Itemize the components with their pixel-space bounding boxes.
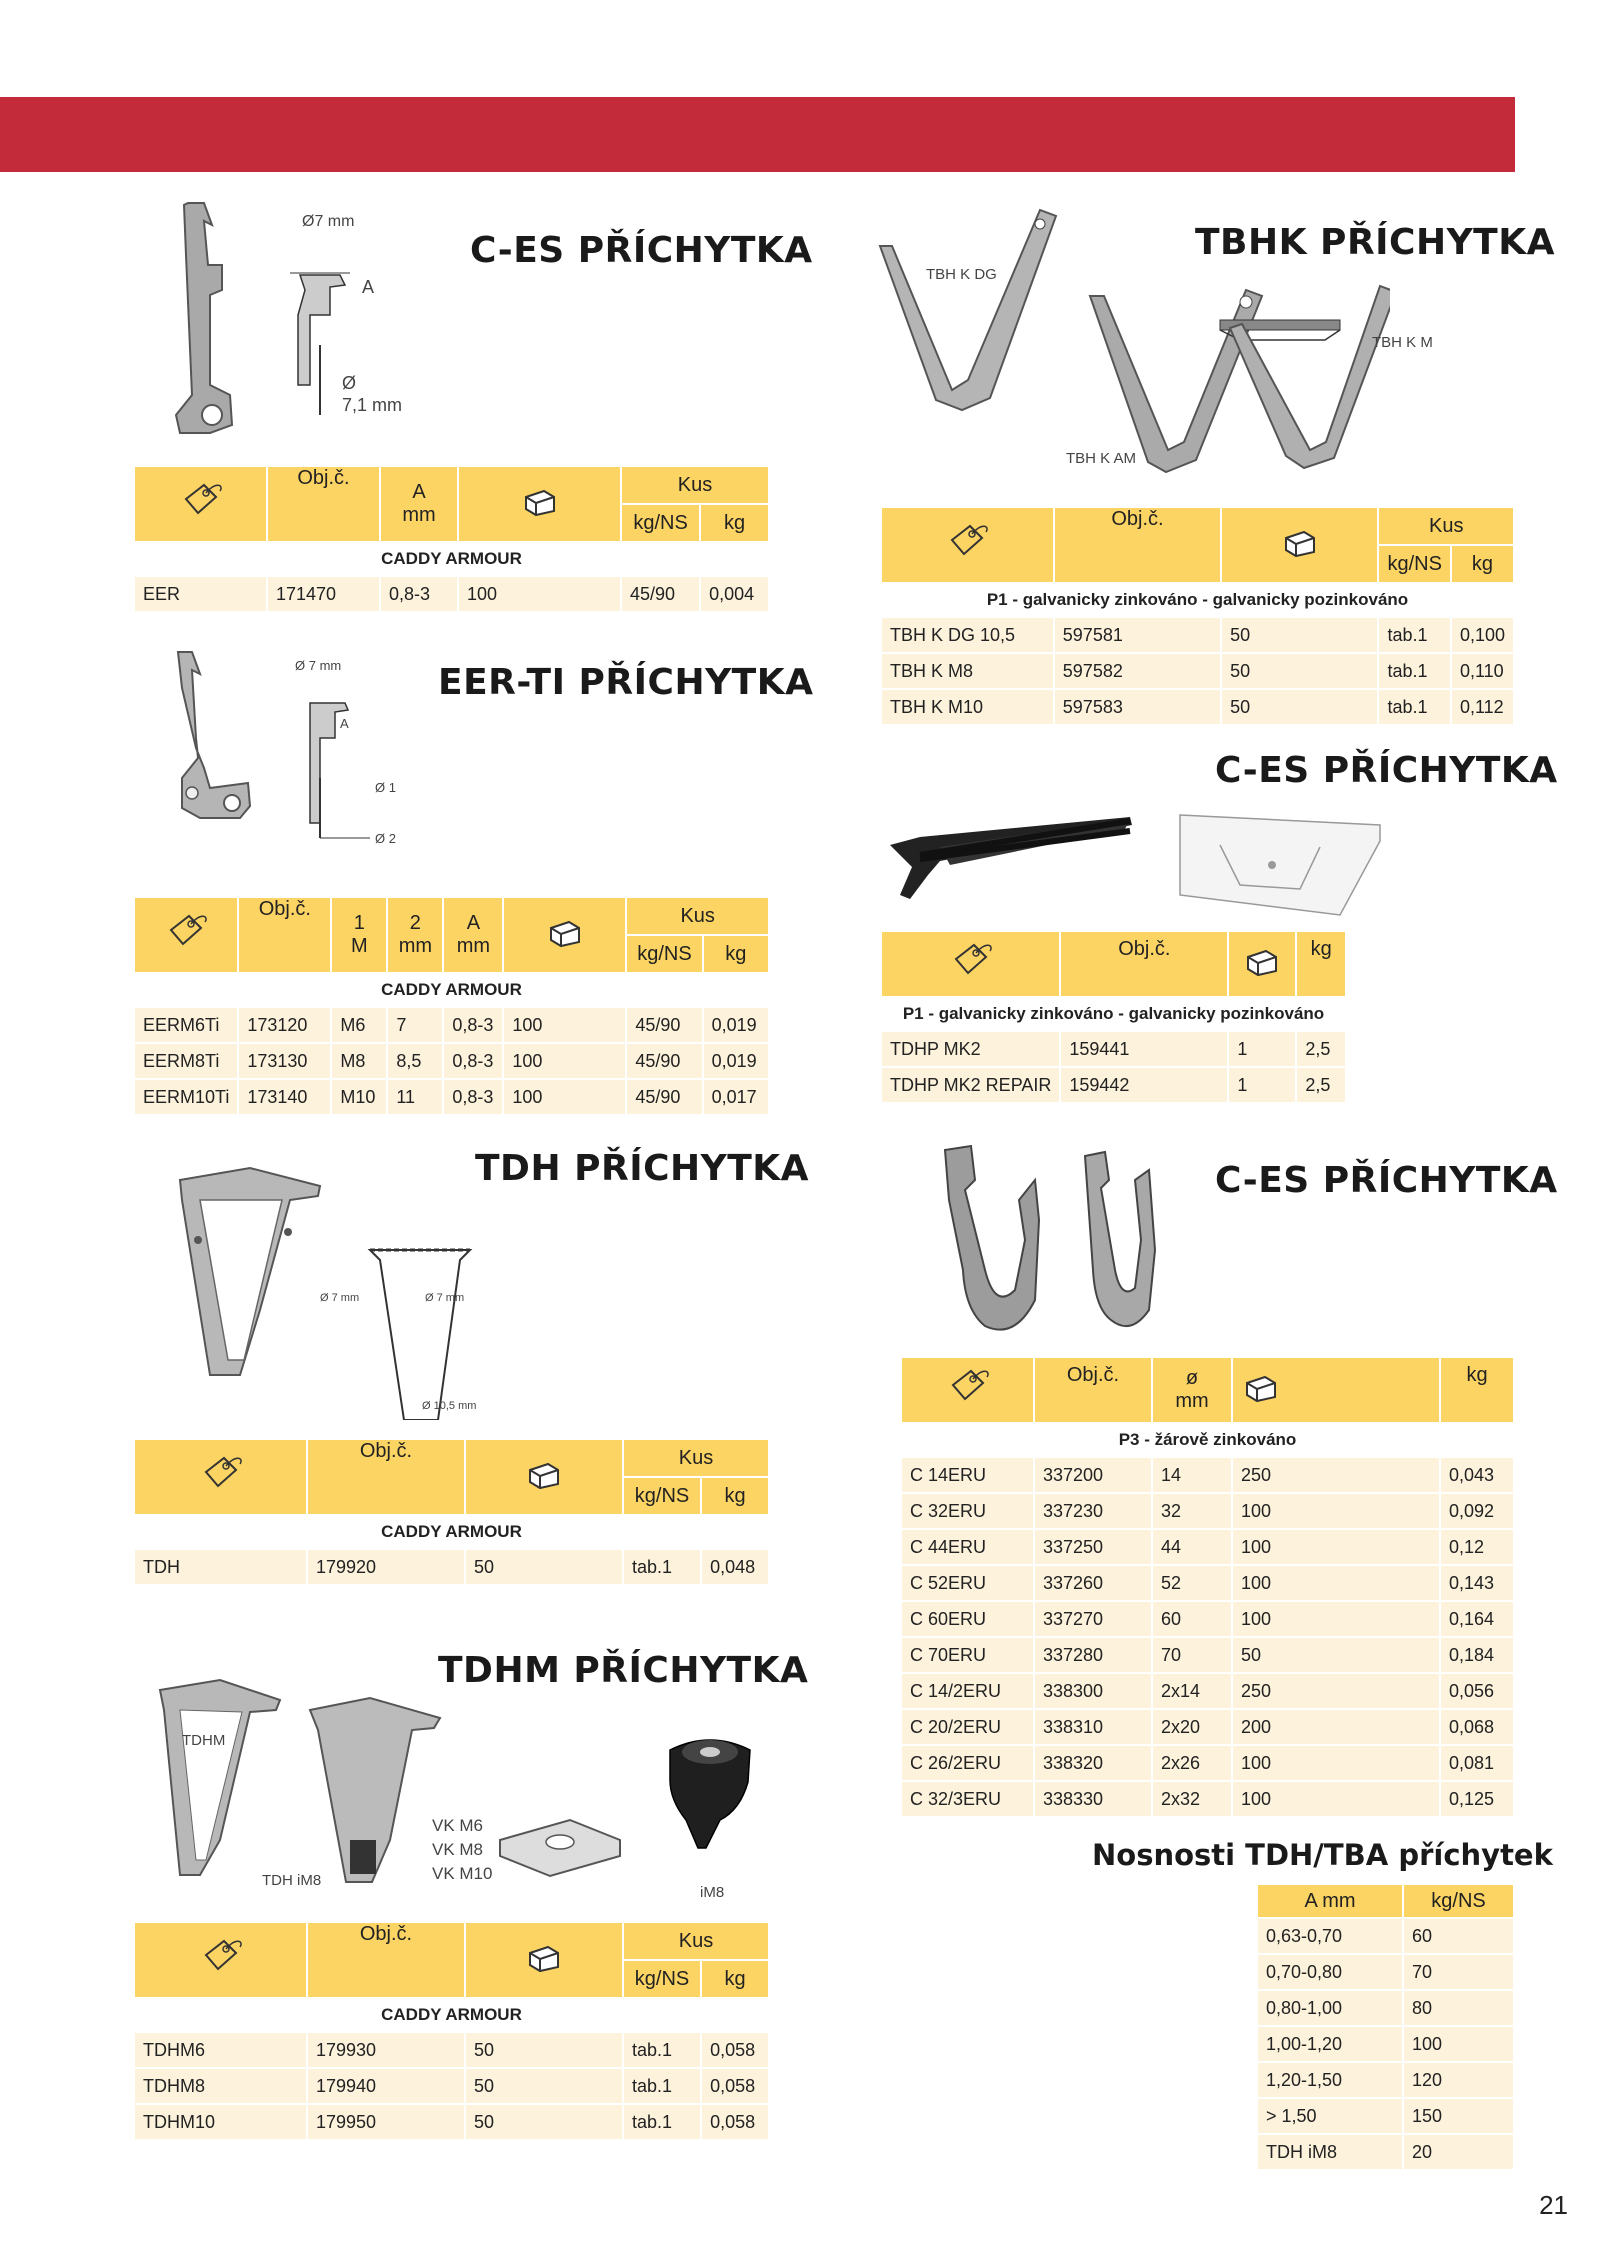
table-cell: 338330 xyxy=(1035,1782,1153,1818)
table-cell: 0,019 xyxy=(704,1044,770,1080)
eer-label-a: A xyxy=(362,277,375,297)
table-cell: TBH K M8 xyxy=(882,654,1055,690)
table-cell: 2x20 xyxy=(1153,1710,1233,1746)
table-cell: 32 xyxy=(1153,1494,1233,1530)
tdhm-label-vkm6: VK M6 xyxy=(432,1816,484,1835)
tag-icon xyxy=(902,1358,1035,1424)
table-cell: 0,80-1,00 xyxy=(1258,1991,1404,2027)
table-cell: 0,164 xyxy=(1441,1602,1515,1638)
col-2-label: 2 xyxy=(409,912,421,934)
table-cell: C 70ERU xyxy=(902,1638,1035,1674)
tag-icon xyxy=(135,467,268,543)
table-cell: tab.1 xyxy=(624,1550,702,1586)
col-a-label: A xyxy=(466,912,481,934)
table-cell: M10 xyxy=(332,1080,388,1116)
table-cell: TDHP MK2 REPAIR xyxy=(882,1068,1061,1104)
table-cell: tab.1 xyxy=(624,2033,702,2069)
table-cell: 337260 xyxy=(1035,1566,1153,1602)
box-icon xyxy=(504,898,627,974)
eerti-clip-image xyxy=(170,648,430,878)
box-icon xyxy=(466,1440,624,1516)
table-cell: 50 xyxy=(1233,1638,1441,1674)
col-obj: Obj.č. xyxy=(308,1440,466,1516)
col-kg: kg xyxy=(1441,1358,1515,1424)
tdhp-section: P1 - galvanicky zinkováno - galvanicky pozinkováno xyxy=(882,998,1347,1032)
table-cell: 0,058 xyxy=(702,2105,770,2141)
table-cell: 50 xyxy=(466,1550,624,1586)
col-kg: kg xyxy=(1297,932,1347,998)
capacity-table xyxy=(1258,1885,1515,2171)
table-cell: 0,8-3 xyxy=(381,577,459,613)
ces-rows xyxy=(902,1458,1515,1818)
box-icon xyxy=(466,1923,624,1999)
col-2-unit: mm xyxy=(398,935,433,957)
table-cell: 50 xyxy=(1222,690,1379,726)
table-cell: 11 xyxy=(388,1080,444,1116)
tbhk-label-m: TBH K M xyxy=(1372,334,1433,351)
eer-clip-image xyxy=(170,195,460,435)
col-obj: Obj.č. xyxy=(308,1923,466,1999)
table-cell: 0,70-0,80 xyxy=(1258,1955,1404,1991)
tdhm-label-tdhm: TDHM xyxy=(182,1732,226,1749)
tdh-table xyxy=(135,1440,770,1586)
table-cell: TDHP MK2 xyxy=(882,1032,1061,1068)
tdh-section: CADDY ARMOUR xyxy=(135,1516,770,1550)
table-cell: 173120 xyxy=(239,1008,332,1044)
table-cell: 0,058 xyxy=(702,2033,770,2069)
col-diameter-label: ø xyxy=(1185,1367,1199,1389)
table-cell: M6 xyxy=(332,1008,388,1044)
col-a xyxy=(444,898,504,974)
table-cell: 14 xyxy=(1153,1458,1233,1494)
tdhp-title: C-ES PŘÍCHYTKA xyxy=(1215,750,1558,791)
table-cell: C 32ERU xyxy=(902,1494,1035,1530)
table-cell: 150 xyxy=(1404,2099,1515,2135)
table-cell: C 20/2ERU xyxy=(902,1710,1035,1746)
table-cell: 338320 xyxy=(1035,1746,1153,1782)
tdh-label-d1: Ø 7 mm xyxy=(320,1292,360,1304)
col-kus: Kus xyxy=(1379,508,1515,546)
table-cell: 597582 xyxy=(1055,654,1222,690)
table-cell: 100 xyxy=(1404,2027,1515,2063)
table-cell: 0,048 xyxy=(702,1550,770,1586)
table-cell: 2x14 xyxy=(1153,1674,1233,1710)
table-cell: 100 xyxy=(504,1044,627,1080)
col-kus: Kus xyxy=(624,1440,770,1478)
table-cell: tab.1 xyxy=(1379,690,1451,726)
table-cell: 0,019 xyxy=(704,1008,770,1044)
table-cell: TDHM8 xyxy=(135,2069,308,2105)
table-cell: 0,110 xyxy=(1452,654,1515,690)
table-cell: > 1,50 xyxy=(1258,2099,1404,2135)
tbhk-section: P1 - galvanicky zinkováno - galvanicky pozinkováno xyxy=(882,584,1515,618)
table-cell: 1 xyxy=(1229,1068,1297,1104)
table-cell: 100 xyxy=(1233,1746,1441,1782)
table-cell: TDHM10 xyxy=(135,2105,308,2141)
table-cell: 7 xyxy=(388,1008,444,1044)
table-cell: 45/90 xyxy=(627,1080,703,1116)
col-a-label: A xyxy=(412,481,426,503)
tdhm-section: CADDY ARMOUR xyxy=(135,1999,770,2033)
col-kgns: kg/NS xyxy=(1379,546,1451,584)
col-obj: Obj.č. xyxy=(1035,1358,1153,1424)
table-cell: 70 xyxy=(1404,1955,1515,1991)
tdhm-label-im8: iM8 xyxy=(700,1884,725,1901)
table-cell: TDH iM8 xyxy=(1258,2135,1404,2171)
eerti-label-a: A xyxy=(340,716,349,731)
table-cell: C 44ERU xyxy=(902,1530,1035,1566)
eer-title: C-ES PŘÍCHYTKA xyxy=(470,230,813,271)
table-cell: C 14ERU xyxy=(902,1458,1035,1494)
table-cell: EERM8Ti xyxy=(135,1044,239,1080)
page-number: 21 xyxy=(1539,2190,1568,2220)
table-cell: 0,004 xyxy=(701,577,770,613)
table-cell: 0,8-3 xyxy=(444,1008,504,1044)
tdhp-table xyxy=(882,932,1347,1104)
box-icon xyxy=(1229,932,1297,998)
table-cell: 179950 xyxy=(308,2105,466,2141)
table-cell: 44 xyxy=(1153,1530,1233,1566)
col-a-unit: mm xyxy=(402,504,436,526)
col-kgns: kg/NS xyxy=(624,1478,702,1516)
tdh-label-d2: Ø 7 mm xyxy=(425,1292,465,1304)
table-cell: 0,8-3 xyxy=(444,1044,504,1080)
table-cell: 2x32 xyxy=(1153,1782,1233,1818)
col-kus: Kus xyxy=(627,898,770,936)
table-cell: 337230 xyxy=(1035,1494,1153,1530)
table-cell: 0,125 xyxy=(1441,1782,1515,1818)
col-1 xyxy=(332,898,388,974)
capacity-title: Nosnosti TDH/TBA příchytek xyxy=(1092,1838,1553,1872)
table-cell: 337200 xyxy=(1035,1458,1153,1494)
col-a-unit: mm xyxy=(456,935,491,957)
table-cell: 0,12 xyxy=(1441,1530,1515,1566)
col-kgns: kg/NS xyxy=(624,1961,702,1999)
col-kgns: kg/NS xyxy=(622,505,701,543)
table-cell: 100 xyxy=(1233,1566,1441,1602)
table-cell: TDHM6 xyxy=(135,2033,308,2069)
col-kg: kg xyxy=(1452,546,1515,584)
table-cell: 100 xyxy=(459,577,622,613)
table-cell: 250 xyxy=(1233,1458,1441,1494)
col-obj: Obj.č. xyxy=(1055,508,1222,584)
table-cell: TBH K M10 xyxy=(882,690,1055,726)
table-cell: 50 xyxy=(466,2105,624,2141)
table-cell: 100 xyxy=(504,1080,627,1116)
eerti-table xyxy=(135,898,770,1116)
table-cell: tab.1 xyxy=(624,2069,702,2105)
table-cell: 45/90 xyxy=(627,1044,703,1080)
table-cell: 0,043 xyxy=(1441,1458,1515,1494)
table-cell: 0,056 xyxy=(1441,1674,1515,1710)
ces-clip-image xyxy=(935,1140,1175,1340)
table-cell: 179920 xyxy=(308,1550,466,1586)
eerti-section: CADDY ARMOUR xyxy=(135,974,770,1008)
col-kg: kg xyxy=(702,1478,770,1516)
table-cell: 0,143 xyxy=(1441,1566,1515,1602)
table-cell: 100 xyxy=(1233,1602,1441,1638)
table-cell: 2,5 xyxy=(1297,1068,1347,1104)
table-cell: 1,20-1,50 xyxy=(1258,2063,1404,2099)
col-diameter-unit: mm xyxy=(1175,1390,1209,1412)
eer-label-diameter: Ø7 mm xyxy=(302,213,355,230)
table-cell: 179940 xyxy=(308,2069,466,2105)
eer-label-size: 7,1 mm xyxy=(342,395,403,415)
eerti-label-d1: Ø 1 xyxy=(375,780,396,795)
table-cell: 159442 xyxy=(1061,1068,1229,1104)
eer-table xyxy=(135,467,770,613)
col-1-unit: M xyxy=(351,935,368,957)
table-cell: 60 xyxy=(1153,1602,1233,1638)
table-cell: 0,058 xyxy=(702,2069,770,2105)
tbhk-table xyxy=(882,508,1515,726)
tdhp-tool-image xyxy=(880,795,1400,930)
table-cell: TBH K DG 10,5 xyxy=(882,618,1055,654)
table-cell: 0,112 xyxy=(1452,690,1515,726)
col-kus: Kus xyxy=(624,1923,770,1961)
ces-table xyxy=(902,1358,1515,1818)
col-2 xyxy=(388,898,444,974)
tdhm-clip-image xyxy=(150,1670,770,1910)
table-cell: C 14/2ERU xyxy=(902,1674,1035,1710)
table-cell: 597583 xyxy=(1055,690,1222,726)
table-cell: 337280 xyxy=(1035,1638,1153,1674)
col-1-label: 1 xyxy=(353,912,365,934)
col-obj: Obj.č. xyxy=(268,467,381,543)
table-cell: 0,100 xyxy=(1452,618,1515,654)
eer-section: CADDY ARMOUR xyxy=(135,543,770,577)
table-cell: 173140 xyxy=(239,1080,332,1116)
table-cell: 250 xyxy=(1233,1674,1441,1710)
table-cell: 100 xyxy=(1233,1530,1441,1566)
table-cell: EER xyxy=(135,577,268,613)
table-cell: 50 xyxy=(1222,654,1379,690)
table-cell: C 32/3ERU xyxy=(902,1782,1035,1818)
col-kg: kg xyxy=(701,505,770,543)
table-cell: 50 xyxy=(1222,618,1379,654)
table-cell: 80 xyxy=(1404,1991,1515,2027)
table-cell: 337270 xyxy=(1035,1602,1153,1638)
table-cell: 60 xyxy=(1404,1919,1515,1955)
tag-icon xyxy=(882,932,1061,998)
table-cell: 8,5 xyxy=(388,1044,444,1080)
tbhk-label-dg: TBH K DG xyxy=(926,266,997,283)
table-cell: EERM6Ti xyxy=(135,1008,239,1044)
col-kus: Kus xyxy=(622,467,770,505)
table-cell: tab.1 xyxy=(624,2105,702,2141)
col-kg: kg xyxy=(702,1961,770,1999)
tdhm-table xyxy=(135,1923,770,2141)
table-cell: tab.1 xyxy=(1379,618,1451,654)
col-diameter xyxy=(1153,1358,1233,1424)
col-kg: kg xyxy=(704,936,770,974)
box-icon xyxy=(459,467,622,543)
table-cell: 45/90 xyxy=(627,1008,703,1044)
table-cell: 45/90 xyxy=(622,577,701,613)
box-icon xyxy=(1233,1358,1441,1424)
table-cell: 200 xyxy=(1233,1710,1441,1746)
tdhm-label-tdhim8: TDH iM8 xyxy=(262,1872,322,1889)
table-cell: 171470 xyxy=(268,577,381,613)
table-cell: C 52ERU xyxy=(902,1566,1035,1602)
table-cell: 0,092 xyxy=(1441,1494,1515,1530)
table-cell: 1 xyxy=(1229,1032,1297,1068)
tdhm-label-vkm8: VK M8 xyxy=(432,1840,484,1859)
tag-icon xyxy=(135,1440,308,1516)
col-obj: Obj.č. xyxy=(1061,932,1229,998)
ces-title: C-ES PŘÍCHYTKA xyxy=(1215,1160,1558,1201)
tbhk-clip-image xyxy=(870,200,1433,480)
table-cell: 338300 xyxy=(1035,1674,1153,1710)
table-cell: 100 xyxy=(1233,1782,1441,1818)
eerti-label-diameter: Ø 7 mm xyxy=(295,658,342,673)
table-cell: EERM10Ti xyxy=(135,1080,239,1116)
table-cell: 0,068 xyxy=(1441,1710,1515,1746)
red-header-banner xyxy=(0,97,1515,172)
table-cell: 100 xyxy=(504,1008,627,1044)
tdhm-title: TDHM PŘÍCHYTKA xyxy=(438,1650,809,1691)
tdh-label-d3: Ø 10,5 mm xyxy=(422,1400,477,1412)
capacity-col-kgns: kg/NS xyxy=(1404,1885,1515,1919)
table-cell: 100 xyxy=(1233,1494,1441,1530)
table-cell: 597581 xyxy=(1055,618,1222,654)
table-cell: 338310 xyxy=(1035,1710,1153,1746)
tdh-title: TDH PŘÍCHYTKA xyxy=(475,1148,810,1189)
eerti-label-d2: Ø 2 xyxy=(375,831,396,846)
table-cell: TDH xyxy=(135,1550,308,1586)
table-cell: C 60ERU xyxy=(902,1602,1035,1638)
tag-icon xyxy=(135,898,239,974)
table-cell: 120 xyxy=(1404,2063,1515,2099)
tbhk-label-am: TBH K AM xyxy=(1066,450,1137,467)
table-cell: 50 xyxy=(466,2069,624,2105)
ces-section: P3 - žárově zinkováno xyxy=(902,1424,1515,1458)
table-cell: 159441 xyxy=(1061,1032,1229,1068)
table-cell: 70 xyxy=(1153,1638,1233,1674)
table-cell: 2,5 xyxy=(1297,1032,1347,1068)
tbhk-title: TBHK PŘÍCHYTKA xyxy=(1195,222,1555,263)
table-cell: 1,00-1,20 xyxy=(1258,2027,1404,2063)
table-cell: 50 xyxy=(466,2033,624,2069)
eerti-title: EER-TI PŘÍCHYTKA xyxy=(438,662,814,703)
tdh-clip-image xyxy=(170,1160,490,1420)
table-cell: 2x26 xyxy=(1153,1746,1233,1782)
table-cell: 337250 xyxy=(1035,1530,1153,1566)
tag-icon xyxy=(135,1923,308,1999)
capacity-col-a: A mm xyxy=(1258,1885,1404,1919)
table-cell: 0,8-3 xyxy=(444,1080,504,1116)
table-cell: 179930 xyxy=(308,2033,466,2069)
table-cell: tab.1 xyxy=(1379,654,1451,690)
eer-label-diameter2: Ø xyxy=(342,373,357,393)
col-kgns: kg/NS xyxy=(627,936,703,974)
table-cell: C 26/2ERU xyxy=(902,1746,1035,1782)
tag-icon xyxy=(882,508,1055,584)
table-cell: 0,081 xyxy=(1441,1746,1515,1782)
col-a xyxy=(381,467,459,543)
table-cell: 173130 xyxy=(239,1044,332,1080)
table-cell: M8 xyxy=(332,1044,388,1080)
tdhm-label-vkm10: VK M10 xyxy=(432,1864,493,1883)
col-obj: Obj.č. xyxy=(239,898,332,974)
box-icon xyxy=(1222,508,1379,584)
table-cell: 0,63-0,70 xyxy=(1258,1919,1404,1955)
table-cell: 20 xyxy=(1404,2135,1515,2171)
table-cell: 0,017 xyxy=(704,1080,770,1116)
table-cell: 52 xyxy=(1153,1566,1233,1602)
table-cell: 0,184 xyxy=(1441,1638,1515,1674)
